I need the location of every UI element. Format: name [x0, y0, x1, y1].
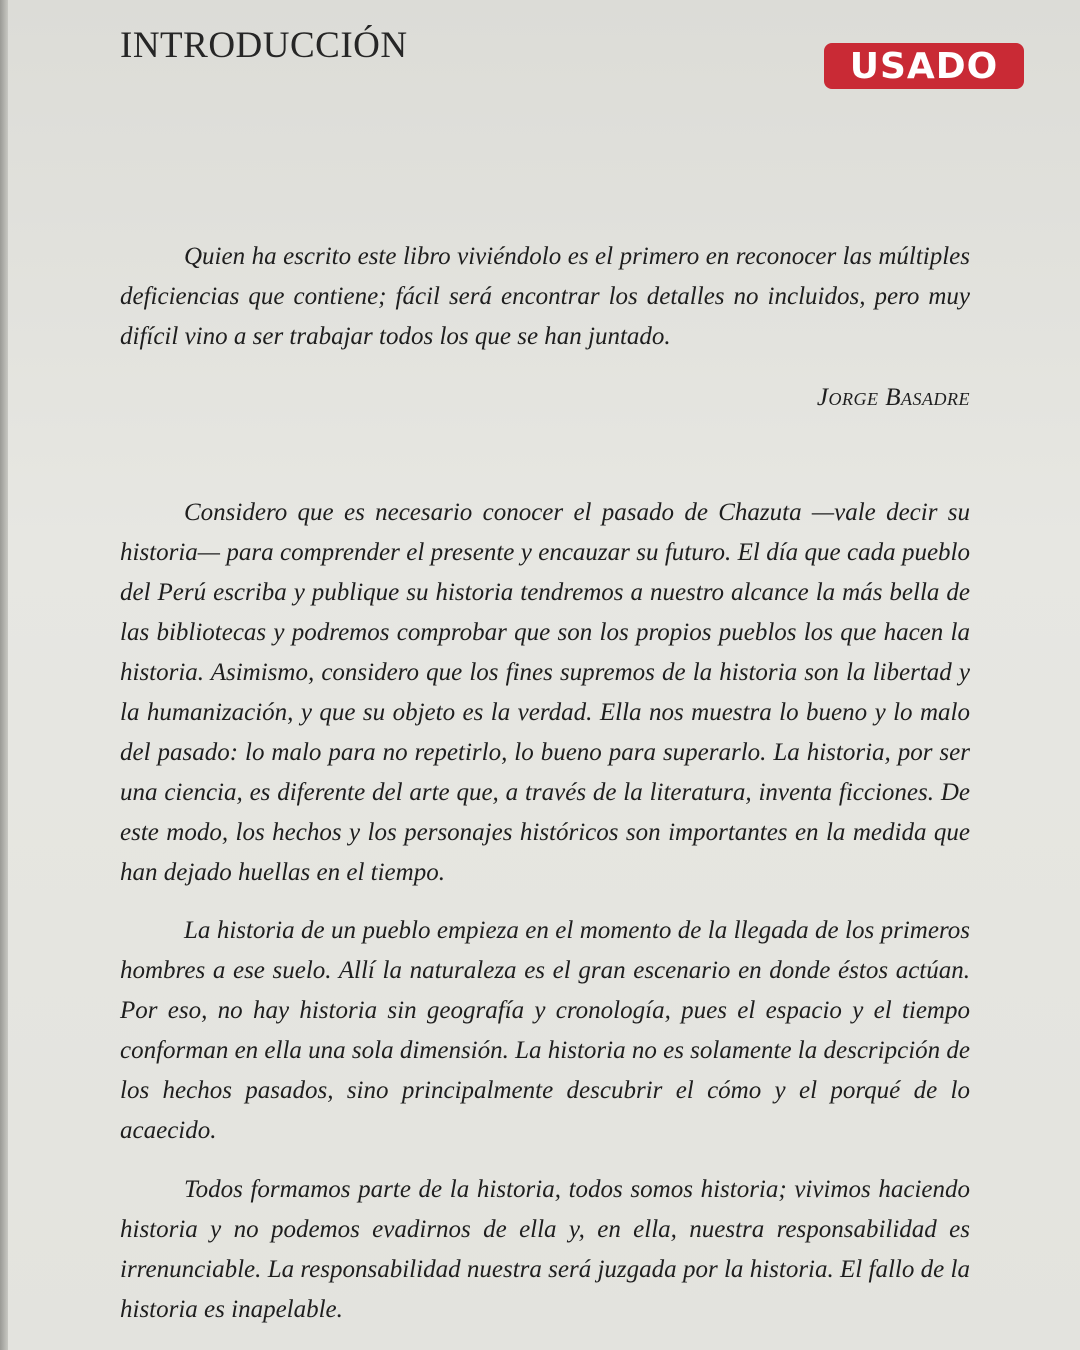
- body-paragraph: La historia de un pueblo empieza en el momento de la llegada de los primeros hombres a ese suelo. Allí la naturaleza es el gran escenario en donde éstos actúan. Por eso, no hay historia sin geografía y cronología, pues el espacio y el tiempo conforman en ella una sola dimensión. La historia no es solamente la descripción de los hechos pasados, sino principalmente descubrir el cómo y el porqué de lo acaecido.: [120, 917, 970, 1144]
- body-paragraph: Considero que es necesario conocer el pasado de Chazuta —vale decir su historia— para comprender el presente y encauzar su futuro. El día que cada pueblo del Perú escriba y publique su historia tendremos a nuestro alcance la más bella de las bibliotecas y podremos comprobar que son los propios pueblos los que hacen la historia. Asimismo, considero que los fines supremos de la historia son la libertad y la humanización, y que su objeto es la verdad. Ella nos muestra lo bueno y lo malo del pasado: lo malo para no repetirlo, lo bueno para superarlo. La historia, por ser una ciencia, es diferente del arte que, a través de la literatura, inventa ficciones. De este modo, los hechos y los personajes históricos son importantes en la medida que han dejado huellas en el tiempo.: [120, 499, 970, 886]
- running-head-title: INTRODUCCIÓN: [120, 25, 408, 66]
- epigraph-quote: Quien ha escrito este libro viviéndolo es el primero en reconocer las múltiples deficiencias que contiene; fácil será encontrar los detalles no incluidos, pero muy difícil vino a ser trabajar todos los que se han juntado.: [120, 243, 970, 350]
- used-badge: USADO: [824, 43, 1024, 89]
- epigraph-attribution: Jorge Basadre: [816, 384, 970, 411]
- body-paragraph: Todos formamos parte de la historia, todos somos historia; vivimos haciendo historia y no podemos evadirnos de ella y, en ella, nuestra responsabilidad es irrenunciable. La responsabilidad nuestra será juzgada por la historia. El fallo de la historia es inapelable.: [120, 1176, 970, 1323]
- page-spine-edge: [0, 0, 8, 1350]
